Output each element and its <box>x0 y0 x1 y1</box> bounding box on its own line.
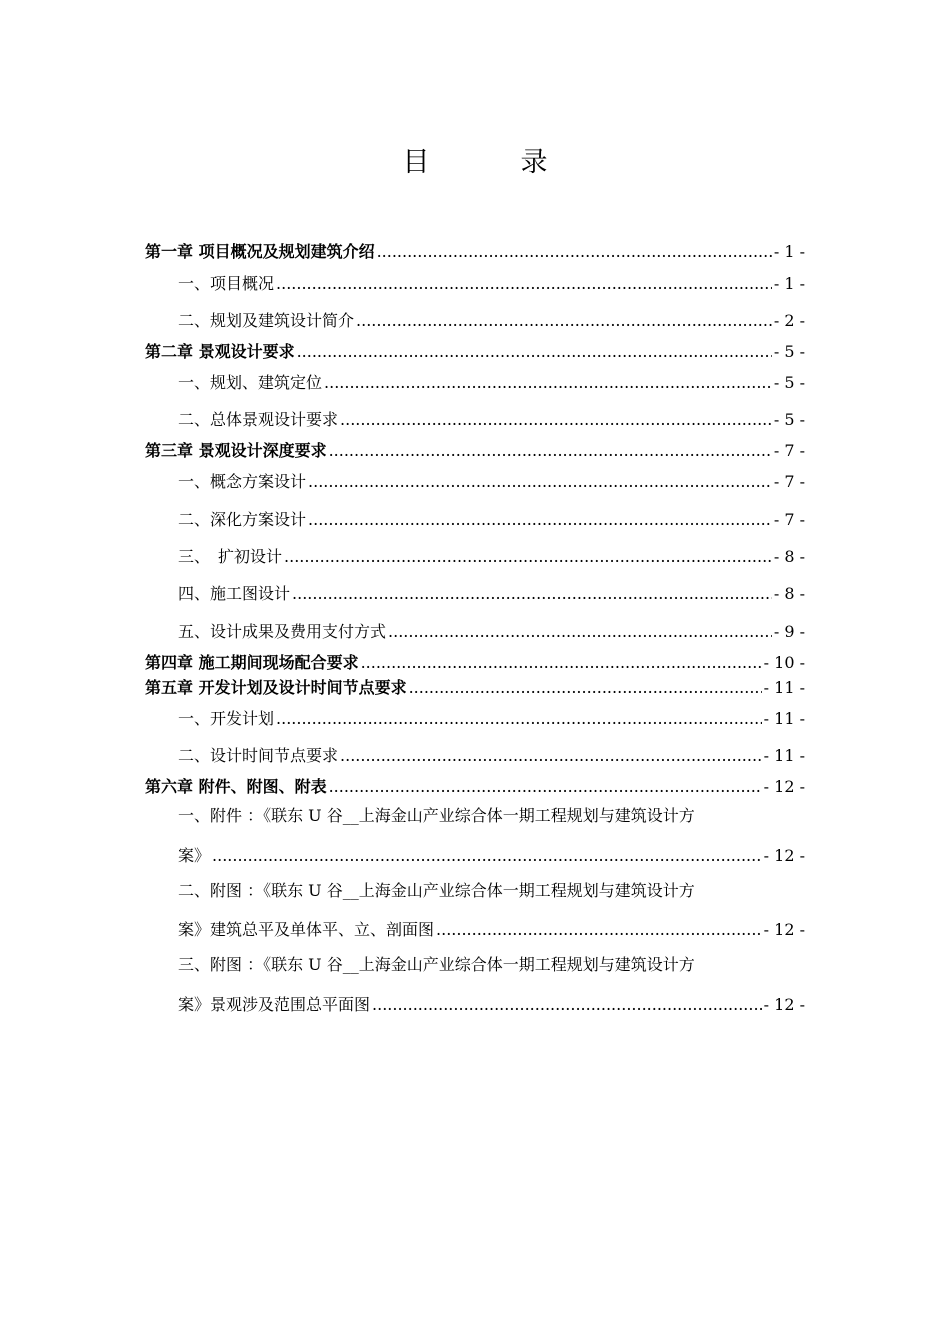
toc-page-number: - 5 - <box>773 373 805 392</box>
toc-leader-dots <box>284 547 772 567</box>
toc-entry-section[interactable] <box>178 707 805 729</box>
toc-entry-text: 案》建筑总平及单体平、立、剖面图 <box>178 920 435 939</box>
toc-page-number: - 9 - <box>773 622 805 641</box>
toc-page-number: - 12 - <box>763 777 805 796</box>
toc-page-number: - 8 - <box>773 584 805 603</box>
toc-entry-chapter-4[interactable] <box>145 651 805 673</box>
toc-entry-text: 一、规划、建筑定位 <box>178 373 323 392</box>
toc-entry-chapter-3[interactable] <box>145 439 805 461</box>
toc-entry-section[interactable] <box>178 470 805 492</box>
toc-entry-text: 二、总体景观设计要求 <box>178 410 339 429</box>
toc-entry-text: 一、开发计划 <box>178 709 275 728</box>
toc-entry-section[interactable] <box>178 620 805 642</box>
toc-page-number: - 1 - <box>773 274 805 293</box>
toc-entry-text: 一、项目概况 <box>178 274 275 293</box>
toc-entry-attachment-line2[interactable] <box>178 918 805 940</box>
toc-entry-attachment-line1[interactable] <box>178 806 805 828</box>
toc-page-number: - 11 - <box>763 678 805 697</box>
toc-entry-text: 一、概念方案设计 <box>178 472 307 491</box>
toc-leader-dots <box>361 653 762 673</box>
toc-leader-dots <box>292 584 772 604</box>
toc-leader-dots <box>377 242 772 262</box>
toc-entry-section[interactable] <box>178 408 805 430</box>
toc-entry-text: 一、附件 ：《联东 U 谷__上海金山产业综合体一期工程规划与建筑设计方 <box>178 806 695 825</box>
toc-entry-chapter-5[interactable] <box>145 676 805 698</box>
toc-page-number: - 1 - <box>773 242 805 261</box>
toc-entry-section[interactable] <box>178 508 805 530</box>
toc-page-number: - 12 - <box>763 995 805 1014</box>
toc-leader-dots <box>340 746 762 766</box>
toc-entry-text: 二、附图 ：《联东 U 谷__上海金山产业综合体一期工程规划与建筑设计方 <box>178 881 695 900</box>
toc-leader-dots <box>340 410 772 430</box>
toc-leader-dots <box>409 678 762 698</box>
toc-entry-attachment-line2[interactable] <box>178 993 805 1015</box>
toc-entry-text: 三、附图 ：《联东 U 谷__上海金山产业综合体一期工程规划与建筑设计方 <box>178 955 695 974</box>
toc-entry-text: 第五章 开发计划及设计时间节点要求 <box>145 678 407 697</box>
toc-entry-chapter-1[interactable] <box>145 240 805 262</box>
toc-page-number: - 7 - <box>773 510 805 529</box>
toc-leader-dots <box>436 920 762 940</box>
toc-entry-text: 第二章 景观设计要求 <box>145 342 295 361</box>
toc-leader-dots <box>356 311 772 331</box>
toc-entry-text: 案》 <box>178 846 211 865</box>
toc-entry-attachment-line1[interactable] <box>178 881 805 903</box>
toc-page-number: - 2 - <box>773 311 805 330</box>
toc-entry-section[interactable] <box>178 371 805 393</box>
toc-entry-chapter-6[interactable] <box>145 775 805 797</box>
toc-page-number: - 7 - <box>773 441 805 460</box>
toc-entry-attachment-line1[interactable] <box>178 955 805 977</box>
toc-entry-text: 二、规划及建筑设计简介 <box>178 311 355 330</box>
toc-leader-dots <box>212 846 762 866</box>
toc-leader-dots <box>329 441 772 461</box>
toc-entry-text: 第四章 施工期间现场配合要求 <box>145 653 359 672</box>
toc-leader-dots <box>308 472 772 492</box>
toc-page-number: - 5 - <box>773 342 805 361</box>
toc-entry-text: 第六章 附件、附图、附表 <box>145 777 327 796</box>
toc-page-number: - 10 - <box>763 653 805 672</box>
toc-leader-dots <box>308 510 772 530</box>
toc-leader-dots <box>324 373 772 393</box>
toc-entry-section[interactable] <box>178 309 805 331</box>
toc-leader-dots <box>372 995 762 1015</box>
toc-entry-text: 二、深化方案设计 <box>178 510 307 529</box>
toc-leader-dots <box>297 342 772 362</box>
toc-page-number: - 11 - <box>763 746 805 765</box>
toc-entry-text: 四、施工图设计 <box>178 584 291 603</box>
toc-entry-attachment-line2[interactable] <box>178 844 805 866</box>
toc-entry-section[interactable] <box>178 272 805 294</box>
toc-entry-chapter-2[interactable] <box>145 340 805 362</box>
toc-page-number: - 8 - <box>773 547 805 566</box>
toc-entry-text: 三、 扩初设计 <box>178 547 283 566</box>
toc-entry-text: 第一章 项目概况及规划建筑介绍 <box>145 242 375 261</box>
toc-entry-section[interactable] <box>178 545 805 567</box>
toc-page-number: - 7 - <box>773 472 805 491</box>
toc-entry-text: 二、设计时间节点要求 <box>178 746 339 765</box>
toc-leader-dots <box>388 622 772 642</box>
toc-leader-dots <box>276 274 772 294</box>
toc-entry-text: 案》景观涉及范围总平面图 <box>178 995 371 1014</box>
toc-page-number: - 5 - <box>773 410 805 429</box>
toc-page-number: - 12 - <box>763 846 805 865</box>
toc-page-number: - 11 - <box>763 709 805 728</box>
page-title: 目 录 <box>402 147 580 178</box>
toc-entry-text: 第三章 景观设计深度要求 <box>145 441 327 460</box>
toc-entry-text: 五、设计成果及费用支付方式 <box>178 622 387 641</box>
toc-entry-section[interactable] <box>178 744 805 766</box>
toc-page-number: - 12 - <box>763 920 805 939</box>
toc-leader-dots <box>276 709 762 729</box>
toc-entry-section[interactable] <box>178 582 805 604</box>
toc-leader-dots <box>329 777 762 797</box>
